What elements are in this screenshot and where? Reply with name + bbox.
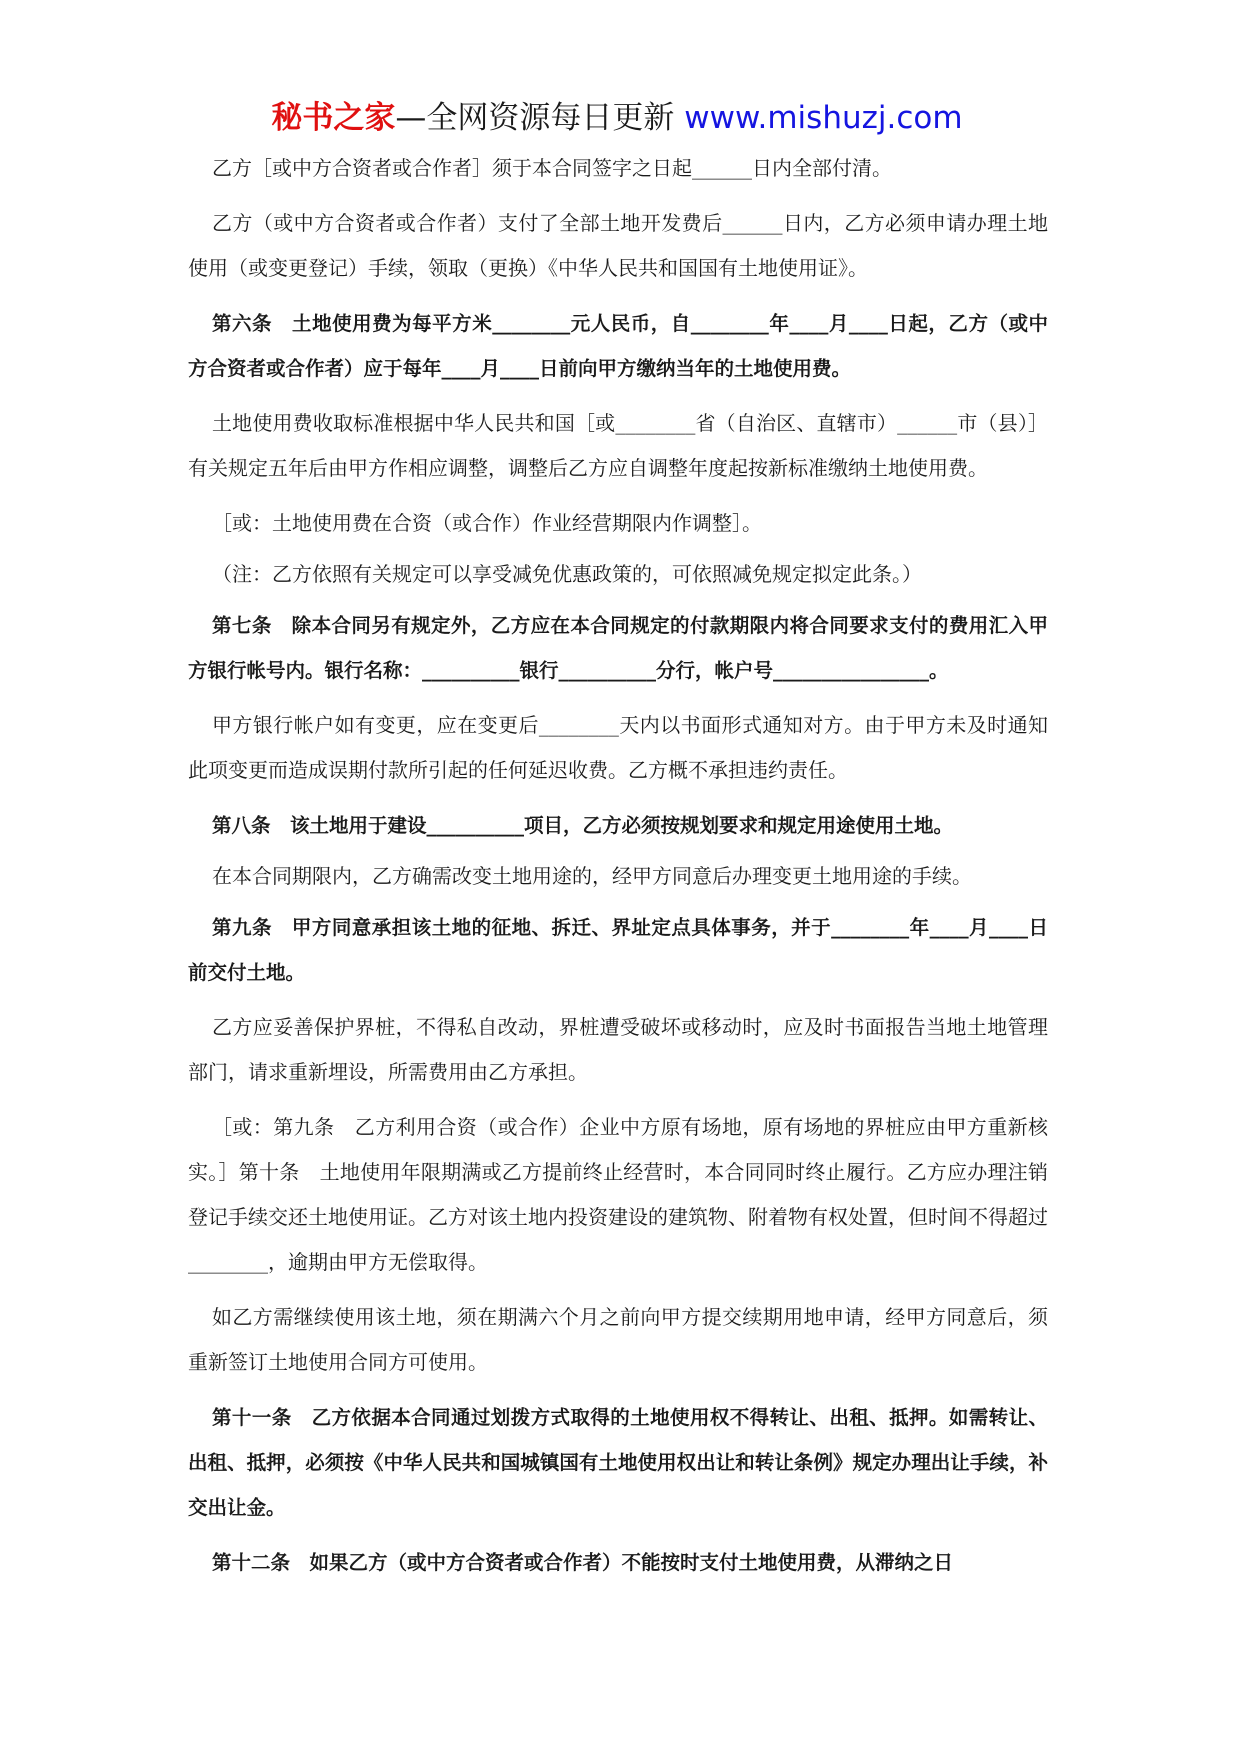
paragraph: ［或：土地使用费在合资（或合作）作业经营期限内作调整］。 [212,511,762,535]
article-10-paragraph: ［或：第九条 乙方利用合资（或合作）企业中方原有场地，原有场地的界桩应由甲方重新核实。］第十条 土地使用年限期满或乙方提前终止经营时，本合同同时终止履行。乙方应办理注销登记手续交还土地使用证。乙方对该土地内投资建设的建筑物、附着物有权处置，但时间不得超过________，逾期由甲方无偿取得。 [188,1115,1048,1274]
header-tagline: —全网资源每日更新 [395,100,685,136]
paragraph: 乙方（或中方合资者或合作者）支付了全部土地开发费后______日内，乙方必须申请办理土地使用（或变更登记）手续，领取（更换）《中华人民共和国国有土地使用证》。 [188,211,1048,280]
paragraph: 如乙方需继续使用该土地，须在期满六个月之前向甲方提交续期用地申请，经甲方同意后，须重新签订土地使用合同方可使用。 [188,1305,1048,1374]
paragraph: 在本合同期限内，乙方确需改变土地用途的，经甲方同意后办理变更土地用途的手续。 [212,864,972,888]
document-body [188,146,1048,1595]
article-9-paragraph: 第九条 甲方同意承担该土地的征地、拆迁、界址定点具体事务，并于________年____月____日前交付土地。 [188,916,1048,984]
paragraph: 甲方银行帐户如有变更，应在变更后________天内以书面形式通知对方。由于甲方未及时通知此项变更而造成误期付款所引起的任何延迟收费。乙方概不承担违约责任。 [188,713,1048,782]
note-paragraph: （注：乙方依照有关规定可以享受减免优惠政策的，可依照减免规定拟定此条。） [212,562,922,586]
paragraph: 乙方［或中方合资者或合作者］须于本合同签字之日起______日内全部付清。 [212,156,892,180]
site-header [0,98,1234,138]
header-url-link[interactable]: www.mishuzj.com [684,100,963,136]
article-6-paragraph: 第六条 土地使用费为每平方米________元人民币，自________年____月____日起，乙方（或中方合资者或合作者）应于每年____月____日前向甲方缴纳当年的土地使用费。 [188,312,1048,380]
article-11-paragraph: 第十一条 乙方依据本合同通过划拨方式取得的土地使用权不得转让、出租、抵押。如需转让、出租、抵押，必须按《中华人民共和国城镇国有土地使用权出让和转让条例》规定办理出让手续，补交出让金。 [188,1406,1048,1519]
paragraph: 土地使用费收取标准根据中华人民共和国［或________省（自治区、直辖市）______市（县）］有关规定五年后由甲方作相应调整，调整后乙方应自调整年度起按新标准缴纳土地使用费。 [188,411,1048,480]
article-8-paragraph: 第八条 该土地用于建设__________项目，乙方必须按规划要求和规定用途使用土地。 [212,814,954,837]
article-12-paragraph: 第十二条 如果乙方（或中方合资者或合作者）不能按时支付土地使用费，从滞纳之日 [212,1551,954,1574]
article-7-paragraph: 第七条 除本合同另有规定外，乙方应在本合同规定的付款期限内将合同要求支付的费用汇入甲方银行帐号内。银行名称：__________银行__________分行，帐户号________________。 [188,614,1048,682]
header-brand: 秘书之家 [271,100,396,136]
paragraph: 乙方应妥善保护界桩，不得私自改动，界桩遭受破坏或移动时，应及时书面报告当地土地管理部门，请求重新埋设，所需费用由乙方承担。 [188,1015,1048,1084]
